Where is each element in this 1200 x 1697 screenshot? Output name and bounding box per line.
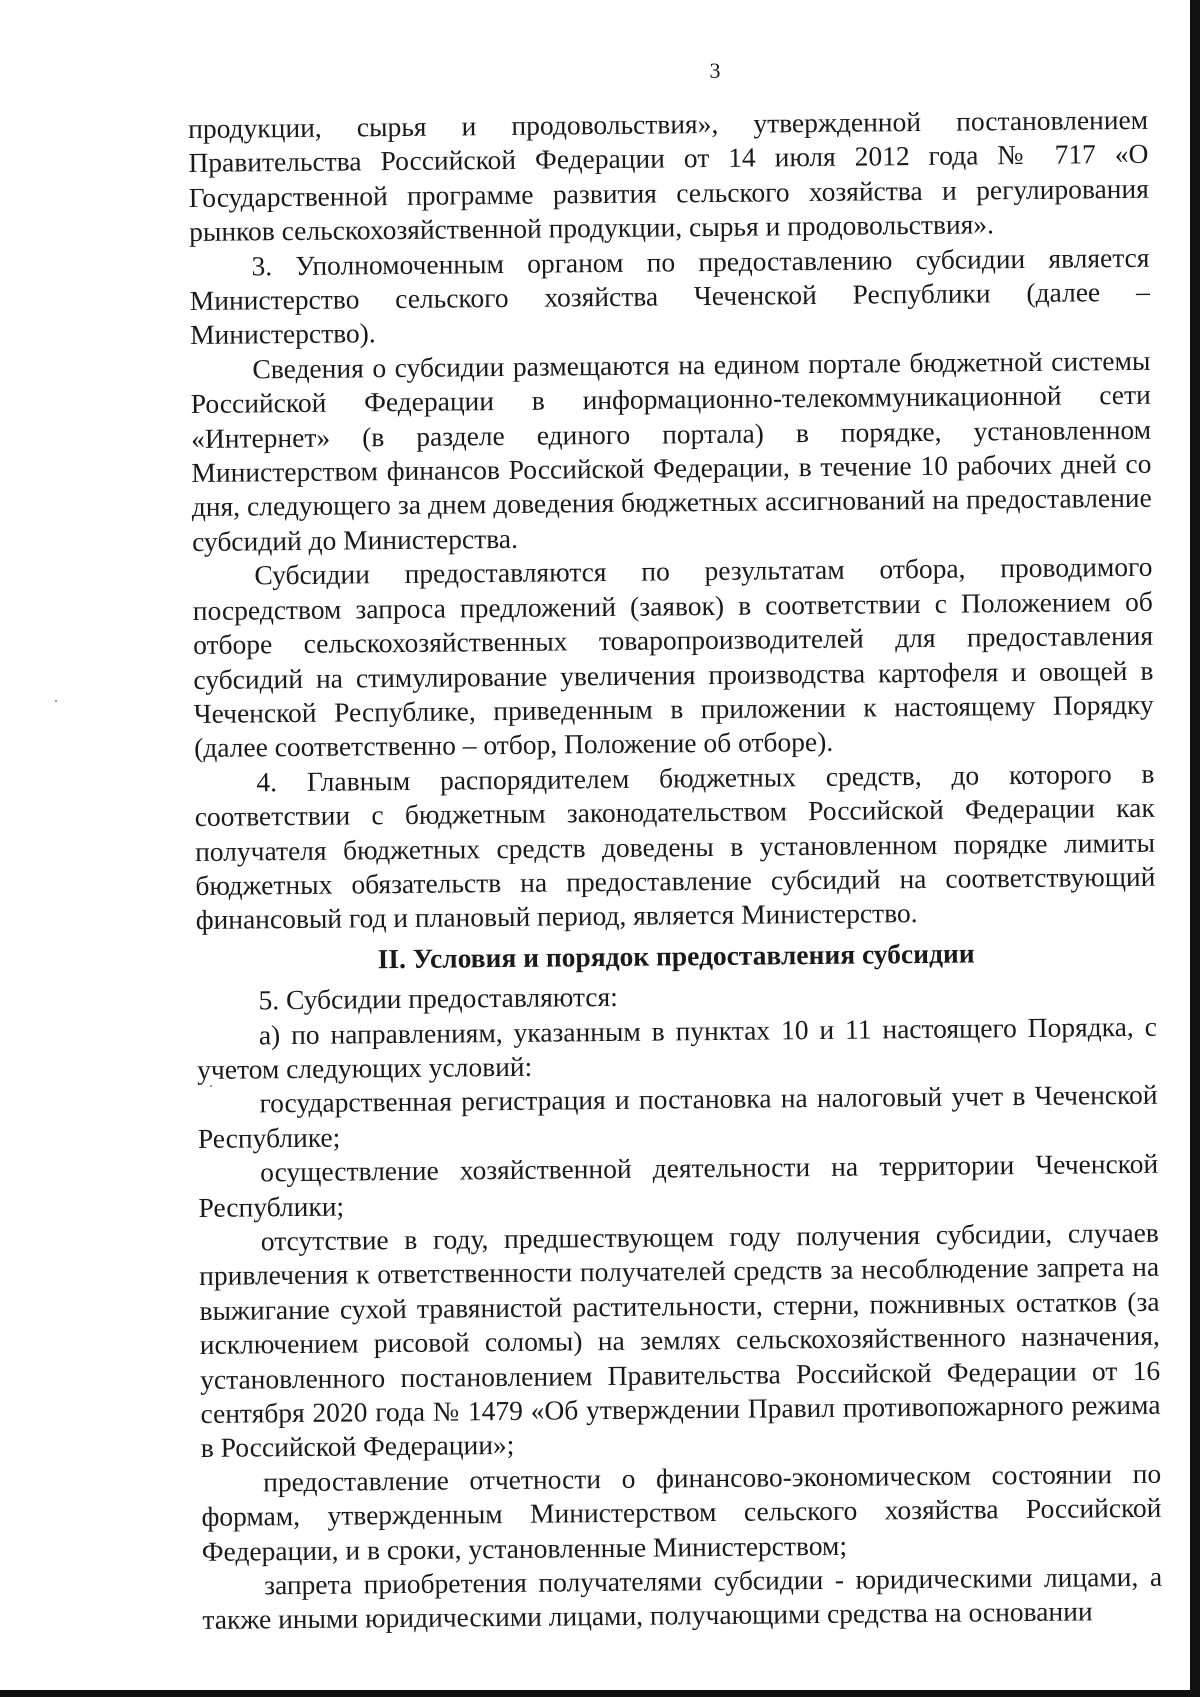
- document-body: [188, 103, 1163, 1638]
- paragraph-condition-burning: отсутствие в году, предшествующем году получения субсидии, случаев привлечения к ответственности получателей средств за несоблюдение запрета на выжигание сухой травянистой растительности, стерни, пожнивных остатков (за исключением рисовой соломы) на землях сельскохозяйственного назначения, установленного постановлением Правительства Российской Федерации от 16 сентября 2020 года № 1479 «Об утверждении Правил противопожарного режима в Российской Федерации»;: [199, 1216, 1161, 1464]
- scan-speck: [55, 700, 57, 702]
- page-number: 3: [709, 58, 721, 83]
- paragraph-continuation: продукции, сырья и продовольствия», утвержденной постановлением Правительства Российской Федерации от 14 июля 2012 года № 717 «О Государственной программе развития сельского хозяйства и регулирования рынков сельскохозяйственной продукции, сырья и продовольствия».: [188, 103, 1149, 248]
- paragraph-condition-reporting: предоставление отчетности о финансово-экономическом состоянии по формам, утвержденным Министерством сельского хозяйства Российской Федерации, и в сроки, установленные Министерством;: [201, 1457, 1162, 1567]
- paragraph-selection: Субсидии предоставляются по результатам отбора, проводимого посредством запроса предложений (заявок) в соответствии с Положением об отборе сельскохозяйственных товаропроизводителей для предоставления субсидий на стимулирование увеличения производства картофеля и овощей в Чеченской Республике, приведенным в приложении к настоящему Порядку (далее соответственно – отбор, Положение об отборе).: [192, 551, 1154, 764]
- paragraph-clause-3: 3. Уполномоченным органом по предоставлению субсидии является Министерство сельского хозяйства Чеченской Республики (далее – Министерство).: [189, 241, 1150, 351]
- paragraph-clause-4: 4. Главным распорядителем бюджетных средств, до которого в соответствии с бюджетным законодательством Российской Федерации как получателя бюджетных средств доведены в установленном порядке лимиты бюджетных обязательств на предоставление субсидий на соответствующий финансовый год и плановый период, является Министерство.: [194, 757, 1156, 936]
- paragraph-condition-prohibition: запрета приобретения получателями субсидии - юридическими лицами, а также иными юридическими лицами, получающими средства на основании: [202, 1560, 1163, 1636]
- paragraph-subsidy-info: Сведения о субсидии размещаются на едином портале бюджетной системы Российской Федерации в информационно-телекоммуникационной сети «Интернет» (в разделе единого портала) в порядке, установленном Министерством финансов Российской Федерации, в течение 10 рабочих дней со дня, следующего за днем доведения бюджетных ассигнований на предоставление субсидий до Министерства.: [190, 344, 1152, 557]
- scan-border-bottom: [0, 1690, 1200, 1697]
- paragraph-condition-activity: осуществление хозяйственной деятельности на территории Чеченской Республики;: [198, 1147, 1159, 1223]
- paragraph-condition-registration: государственная регистрация и постановка на налоговый учет в Чеченской Республике;: [197, 1079, 1158, 1154]
- paragraph-clause-5: 5. Субсидии предоставляются:: [258, 981, 618, 1016]
- paragraph-clause-5a: а) по направлениям, указанным в пунктах 10 и 11 настоящего Порядка, с учетом следующих условий:: [197, 1010, 1157, 1085]
- section-heading: II. Условия и порядок предоставления субсидии: [377, 937, 975, 974]
- scan-border-right: [1190, 0, 1200, 1697]
